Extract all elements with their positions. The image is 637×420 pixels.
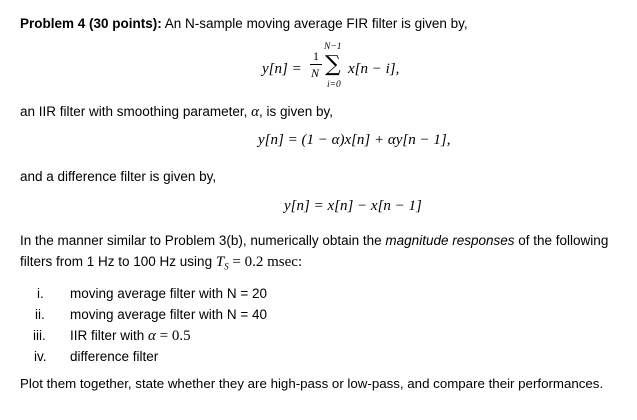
list-item-text [70, 327, 191, 345]
instructions-line-1-before: In the manner similar to Problem 3(b), numerically obtain the [20, 233, 386, 248]
eq1-sum-lower-limit: i=0 [327, 80, 341, 90]
eq1-rhs: x[n − i], [348, 61, 400, 77]
list-item-marker: iv. [34, 349, 47, 364]
list-item-marker: iii. [33, 328, 46, 343]
sampling-period-symbol: T [215, 254, 225, 270]
iir-intro-after: , is given by, [258, 104, 334, 119]
iir-intro-before: an IIR filter with smoothing parameter, [20, 104, 252, 119]
instructions-line-2-after: = 0.2 msec: [228, 254, 303, 270]
eq1-fraction-bar [310, 64, 322, 65]
list-item-text-before: IIR filter with [70, 328, 149, 343]
instructions-line-1 [20, 232, 608, 250]
list-item-text: difference filter [70, 349, 159, 364]
closing-instructions: Plot them together, state whether they are high-pass or low-pass, and compare their performances. [20, 376, 604, 391]
list-item-marker: ii. [35, 307, 45, 322]
problem-intro-text: An N-sample moving average FIR filter is given by, [161, 16, 468, 31]
instructions-line-1-after: of the following [514, 233, 609, 248]
instructions-line-2-before: filters from 1 Hz to 100 Hz using [20, 254, 216, 269]
list-item-text: moving average filter with N = 40 [70, 307, 267, 322]
eq1-lhs: y[n] = [262, 61, 302, 77]
eq1-fraction-denominator: N [311, 66, 320, 80]
list-item-alpha: α [148, 328, 156, 344]
eq1-fraction-numerator: 1 [313, 49, 319, 63]
list-item-text-after: = 0.5 [155, 328, 191, 344]
eq1-sum-symbol: ∑ [325, 52, 341, 77]
eq1-sum-upper-limit: N−1 [324, 42, 342, 52]
list-item-marker: i. [37, 286, 44, 301]
instructions-emphasis: magnitude responses [385, 233, 515, 248]
iir-intro-text [20, 103, 333, 121]
iir-intro-alpha: α [251, 104, 259, 120]
instructions-line-2 [20, 253, 302, 276]
list-item-text: moving average filter with N = 20 [70, 286, 267, 301]
problem-statement-line [20, 15, 468, 33]
difference-filter-equation: y[n] = x[n] − x[n − 1] [284, 198, 422, 214]
problem-heading: Problem 4 (30 points): [20, 16, 162, 31]
sampling-period-subscript: S [224, 261, 229, 272]
difference-intro-text: and a difference filter is given by, [20, 169, 217, 184]
iir-filter-equation: y[n] = (1 − α)x[n] + αy[n − 1], [258, 132, 451, 148]
